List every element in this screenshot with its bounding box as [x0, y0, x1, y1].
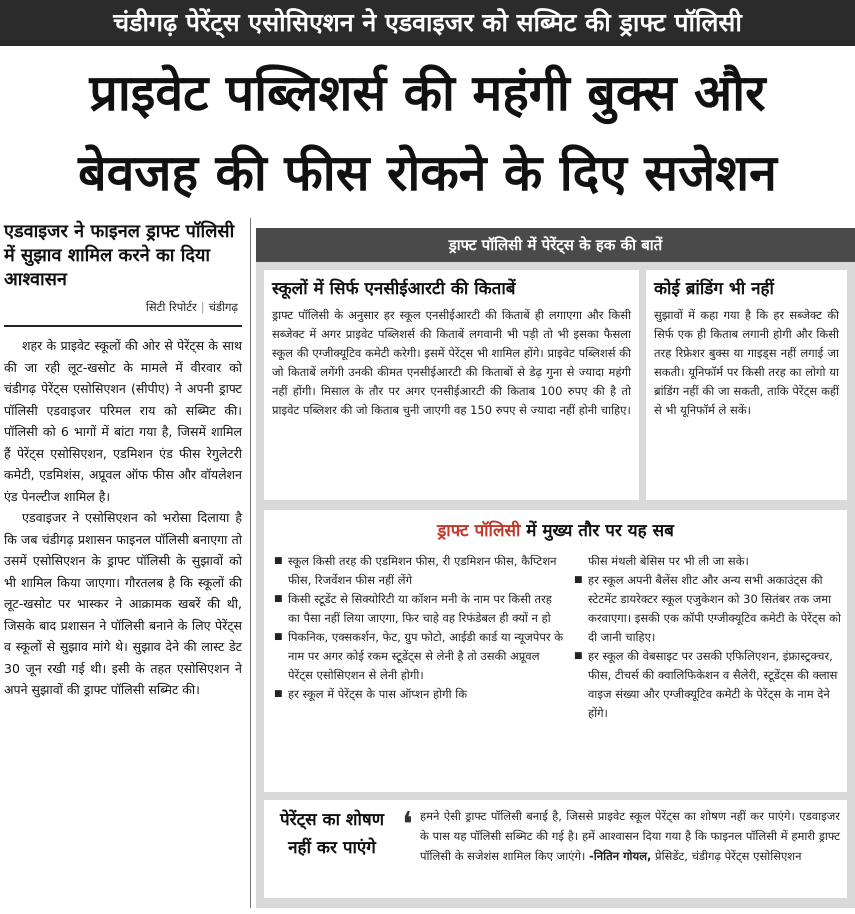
list-item: ■ हर स्कूल में पेरेंट्स के पास ऑप्शन होगी कि [274, 685, 566, 704]
list-item: ■ स्कूल किसी तरह की एडमिशन फीस, री एडमिशन फीस, कैप्टिशन फीस, रिजर्वेशन फीस नहीं लेंगे [274, 552, 566, 590]
sidebar-band-title: ड्राफ्ट पॉलिसी में पेरेंट्स के हक की बातें [256, 228, 855, 262]
list-item: ■ किसी स्टूडेंट से सिक्योरिटी या कॉशन मनी के नाम पर किसी तरह का पैसा नहीं लिया जाएगा, फिर चाहे वह रिफंडेबल ही क्यों न हो [274, 590, 566, 628]
list-item-continuation: फीस मंथली बेसिस पर भी ली जा सके। [588, 554, 749, 568]
column-divider [250, 218, 251, 908]
ncert-books-title: स्कूलों में सिर्फ एनसीईआरटी की किताबें [272, 279, 516, 299]
story-paragraph-1: शहर के प्राइवेट स्कूलों की ओर से पेरेंट्स के साथ की जा रही लूट-खसोट के मामले में वीरवार को चंडीगढ़ पेरेंट्स एसोसिएशन (सीपीए) ने अपनी ड्राफ्ट पॉलिसी एडवाइजर परिमल राय को सब्मिट की। पॉलिसी को 6 भागों में बांटा गया है, जिसमें शामिल हैं पेरेंट्स एसोसिएशन, एडमिशन एंड फीस रेगुलेटरी कमेटी, एडमिशंस, अप्रूवल ऑफ फीस और वॉयलेशन एंड पेनल्टीज शामिल है। [4, 338, 242, 504]
byline-separator: | [200, 300, 205, 314]
list-item: ■ हर स्कूल की वेबसाइट पर उसकी एफिलिएशन, इंफ्रास्ट्रक्चर, फीस, टीचर्स की क्वालिफिकेशन व सैलेरी, स्टूडेंट्स की क्लास वाइज संख्या और एग्जीक्यूटिव कमेटी के पेरेंट्स के नाम देने होंगे। [574, 647, 842, 723]
quote-mark-icon: ❛ [402, 805, 413, 845]
no-branding-text: सुझावों में कहा गया है कि हर सब्जेक्ट की सिर्फ एक ही किताब लगानी होगी और किसी तरह रिफ्रेशर बुक्स या गाइड्स नहीं लगाई जा सकती। यूनिफॉर्म पर किसी तरह का लोगो या ब्रांडिंग नहीं की जा सकती, ताकि पेरेंट्स कहीं से भी यूनिफॉर्म ले सकें। [654, 308, 839, 417]
byline [0, 300, 246, 315]
main-points-list-left [274, 552, 566, 704]
byline-rule [4, 325, 242, 327]
main-headline-line-2: बेवजह की फीस रोकने के दिए सजेशन [78, 144, 777, 202]
ncert-books-text: ड्राफ्ट पॉलिसी के अनुसार हर स्कूल एनसीईआरटी की किताबें ही लगाएगा और किसी सब्जेक्ट में अगर प्राइवेट पब्लिशर्स की किताबें लगवानी भी पड़ी तो भी इसका फैसला स्कूल की एग्जीक्यूटिव कमेटी करेगी। इसमें पेरेंट्स भी शामिल होंगे। प्राइवेट पब्लिशर्स की जो किताबें लगेंगी उनकी कीमत एनसीईआरटी की किताबों से डेढ़ गुना से ज्यादा महंगी नहीं होंगी। मिसाल के तौर पर अगर एनसीईआरटी की किताब 100 रुपए की है तो प्राइवेट पब्लिशर की जो किताब चुनी जाएगी वह 150 रुपए से ज्यादा नहीं होनी चाहिए। [272, 308, 631, 417]
no-branding-box [646, 270, 847, 500]
sidebar-panel [256, 228, 855, 908]
quote-text [420, 806, 840, 866]
byline-reporter: सिटी रिपोर्टर [145, 300, 197, 314]
ncert-books-box [264, 270, 639, 500]
main-story-column [0, 218, 246, 908]
quote-signature: -नितिन गोयल, [589, 849, 652, 863]
quote-body: हमने ऐसी ड्राफ्ट पॉलिसी बनाई है, जिससे प्राइवेट स्कूल पेरेंट्स का शोषण नहीं कर पाएंगे। एडवाइजर के पास यह पॉलिसी सब्मिट की गई है। हमें आश्वासन दिया गया है कि फाइनल पॉलिसी में हमारी ड्राफ्ट पॉलिसी के सजेशंस शामिल किए जाएंगे। [420, 809, 840, 863]
story-subhead: एडवाइजर ने फाइनल ड्राफ्ट पॉलिसी में सुझाव शामिल करने का दिया आश्वासन [4, 221, 235, 290]
quote-box [264, 800, 847, 898]
main-points-box [264, 510, 847, 792]
byline-place: चंडीगढ़ [208, 300, 238, 314]
list-item: ■ पिकनिक, एक्सकर्शन, फेट, ग्रुप फोटो, आईडी कार्ड या न्यूजपेपर के नाम पर अगर कोई रकम स्टूडेंट्स से लेनी है तो उसकी अप्रूवल पेरेंट्स एसोसिएशन से लेनी होगी। [274, 628, 566, 685]
main-points-list-right [574, 552, 842, 723]
quote-heading: पेरेंट्स का शोषण नहीं कर पाएंगे [279, 810, 385, 858]
list-item: ■ हर स्कूल अपनी बैलेंस शीट और अन्य सभी अकाउंट्स की स्टेटमेंट डायरेक्टर स्कूल एजुकेशन को 30 सितंबर तक जमा करवाएगा। इसकी एक कॉपी एग्जीक्यूटिव कमेटी के पेरेंट्स को दी जानी चाहिए। [574, 571, 842, 647]
story-paragraph-2: एडवाइजर ने एसोसिएशन को भरोसा दिलाया है कि जब चंडीगढ़ प्रशासन फाइनल पॉलिसी बनाएगा तो उसमें एसोसिएशन के ड्राफ्ट पॉलिसी के सुझावों को भी शामिल किया जाएगा। गौरतलब है कि स्कूलों की लूट-खसोट पर भास्कर ने आक्रामक खबरें की थी, जिसके बाद प्रशासन ने पॉलिसी बनाने के लिए पेरेंट्स व स्कूलों से सुझाव मांगे थे। सुझाव देने की लास्ट डेट 30 जून रखी गई थी। इसी के तहत एसोसिएशन ने अपने सुझावों की ड्राफ्ट पॉलिसी सब्मिट की। [4, 510, 242, 697]
kicker-headline: चंडीगढ़ पेरेंट्स एसोसिएशन ने एडवाइजर को सब्मिट की ड्राफ्ट पॉलिसी [0, 0, 855, 46]
quote-designation: प्रेसिडेंट, चंडीगढ़ पेरेंट्स एसोसिएशन [651, 849, 802, 863]
main-headline-line-1: प्राइवेट पब्लिशर्स की महंगी बुक्स और [89, 64, 766, 122]
main-points-title-accent: ड्राफ्ट पॉलिसी [437, 521, 521, 541]
no-branding-title: कोई ब्रांडिंग भी नहीं [654, 279, 774, 299]
main-points-title-rest: में मुख्य तौर पर यह सब [520, 521, 674, 541]
main-points-title [264, 516, 847, 546]
